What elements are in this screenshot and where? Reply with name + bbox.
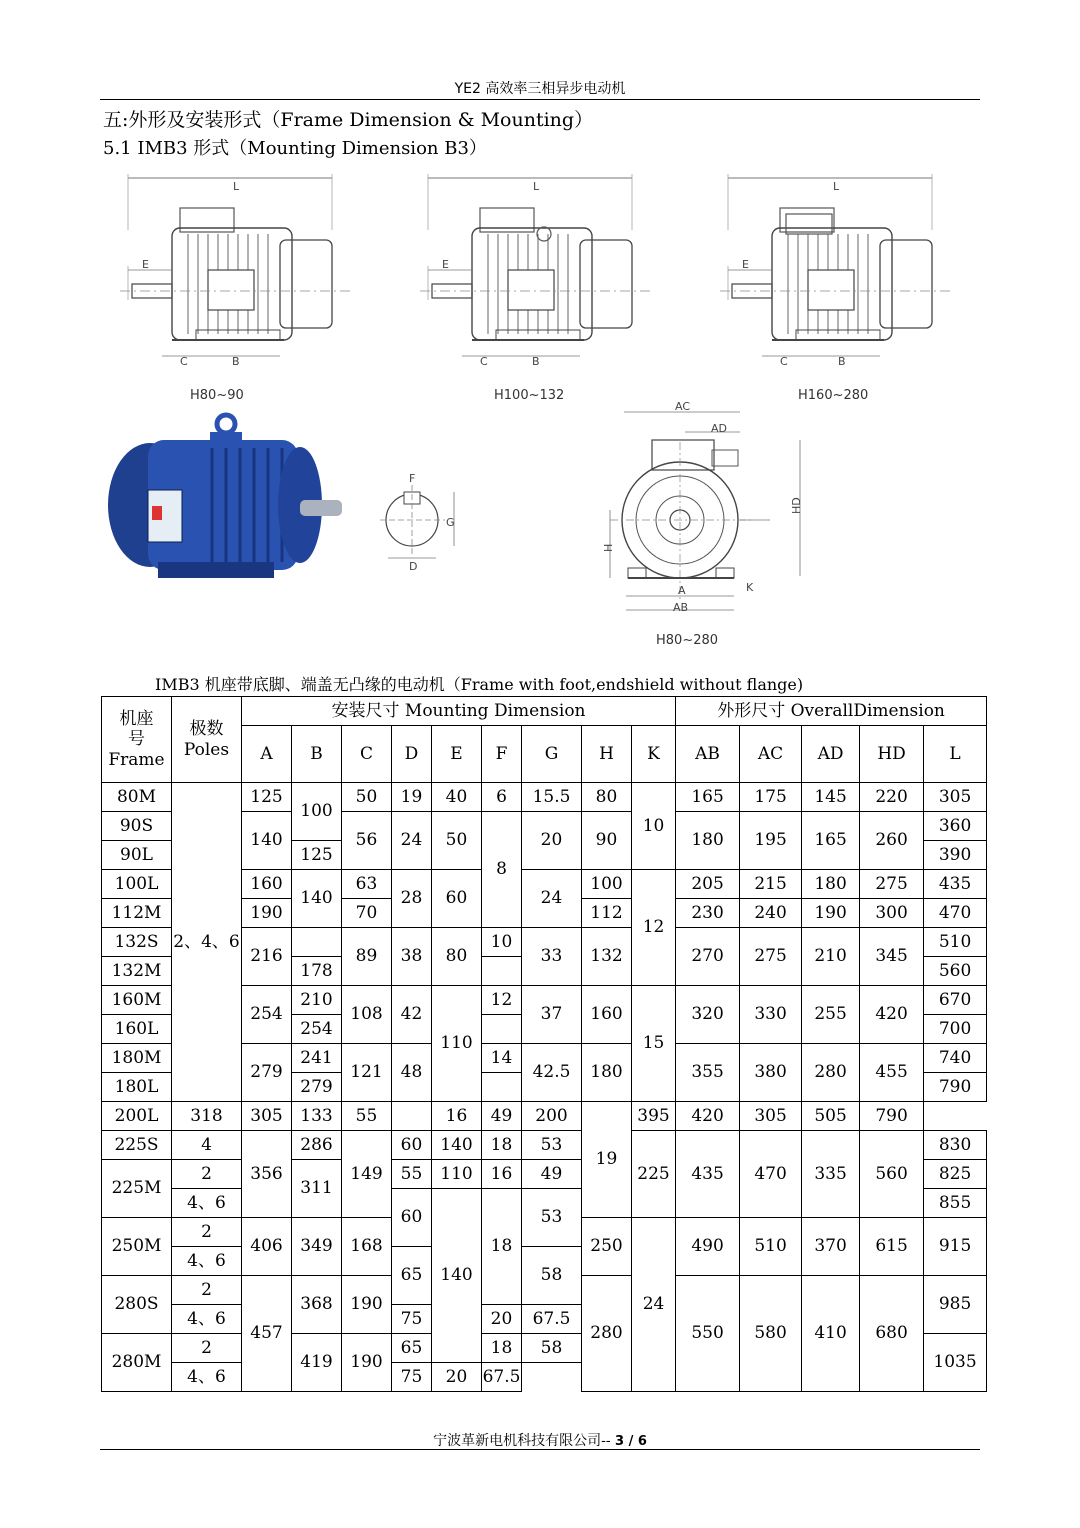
cell-ad: 210 bbox=[802, 928, 860, 986]
cell-h: 225 bbox=[632, 1131, 676, 1218]
cell-g: 24 bbox=[522, 870, 582, 928]
svg-text:E: E bbox=[742, 258, 749, 271]
svg-text:C: C bbox=[780, 355, 788, 368]
shaft-key-section bbox=[380, 472, 455, 573]
cell-b-empty bbox=[292, 928, 342, 957]
svg-text:A: A bbox=[678, 584, 686, 597]
frame-cell: 160L bbox=[102, 1015, 172, 1044]
col-header: HD bbox=[860, 726, 924, 783]
cell-e: 110 bbox=[432, 986, 482, 1102]
svg-text:HD: HD bbox=[790, 497, 803, 514]
col-header: AD bbox=[802, 726, 860, 783]
cell-l: 855 bbox=[924, 1189, 987, 1218]
svg-text:F: F bbox=[409, 472, 416, 485]
cell-hd: 220 bbox=[860, 783, 924, 812]
cell-d: 38 bbox=[392, 928, 432, 986]
frame-cell: 100L bbox=[102, 870, 172, 899]
col-header: AC bbox=[740, 726, 802, 783]
svg-text:E: E bbox=[142, 258, 149, 271]
cell-k: 12 bbox=[632, 870, 676, 986]
col-header: E bbox=[432, 726, 482, 783]
svg-text:C: C bbox=[180, 355, 188, 368]
cell-e-empty bbox=[392, 1102, 432, 1131]
poles-cell: 4、6 bbox=[172, 1305, 242, 1334]
cell-l: 700 bbox=[924, 1015, 987, 1044]
cell-f-empty bbox=[482, 957, 522, 986]
cell-hd: 345 bbox=[860, 928, 924, 986]
cell-h: 100 bbox=[582, 870, 632, 899]
cell-h: 112 bbox=[582, 899, 632, 928]
cell-ad: 190 bbox=[802, 899, 860, 928]
cell-c: 190 bbox=[342, 1276, 392, 1334]
cell-d: 65 bbox=[392, 1334, 432, 1363]
cell-hd: 505 bbox=[802, 1102, 860, 1131]
cell-hd: 560 bbox=[860, 1131, 924, 1218]
cell-a: 457 bbox=[242, 1276, 292, 1392]
cell-c: 190 bbox=[342, 1334, 392, 1392]
cell-f: 18 bbox=[482, 1131, 522, 1160]
caption-h80-280: H80~280 bbox=[656, 633, 719, 648]
caption-h160-280: H160~280 bbox=[798, 388, 869, 403]
cell-ac: 240 bbox=[740, 899, 802, 928]
cell-ab: 320 bbox=[676, 986, 740, 1044]
col-header: B bbox=[292, 726, 342, 783]
cell-g: 15.5 bbox=[522, 783, 582, 812]
document-header-title: YE2 高效率三相异步电动机 bbox=[454, 81, 626, 97]
cell-b: 140 bbox=[292, 870, 342, 928]
page-number: 3 / 6 bbox=[615, 1434, 647, 1449]
frame-cell: 90L bbox=[102, 841, 172, 870]
cell-l: 470 bbox=[924, 899, 987, 928]
cell-ad: 255 bbox=[802, 986, 860, 1044]
cell-l: 305 bbox=[924, 783, 987, 812]
cell-ad: 180 bbox=[802, 870, 860, 899]
cell-a: 279 bbox=[242, 1044, 292, 1102]
cell-e: 50 bbox=[432, 812, 482, 870]
cell-b: 286 bbox=[292, 1131, 342, 1160]
cell-b: 254 bbox=[292, 1015, 342, 1044]
cell-g: 49 bbox=[482, 1102, 522, 1131]
cell-ab: 230 bbox=[676, 899, 740, 928]
cell-g: 20 bbox=[522, 812, 582, 870]
cell-g: 58 bbox=[522, 1247, 582, 1305]
svg-text:L: L bbox=[233, 180, 240, 193]
cell-b: 178 bbox=[292, 957, 342, 986]
cell-d: 65 bbox=[392, 1247, 432, 1305]
footer-rule bbox=[100, 1449, 980, 1450]
cell-f: 8 bbox=[482, 812, 522, 928]
cell-ac: 470 bbox=[740, 1131, 802, 1218]
frame-cell: 200L bbox=[102, 1102, 172, 1131]
cell-l: 670 bbox=[924, 986, 987, 1015]
frame-cell: 225M bbox=[102, 1160, 172, 1218]
cell-b: 125 bbox=[292, 841, 342, 870]
cell-b: 279 bbox=[292, 1073, 342, 1102]
svg-text:AC: AC bbox=[675, 400, 691, 413]
cell-g: 42.5 bbox=[522, 1044, 582, 1102]
cell-k: 24 bbox=[632, 1218, 676, 1392]
cell-d: 55 bbox=[342, 1102, 392, 1131]
cell-ac: 275 bbox=[740, 928, 802, 986]
cell-hd: 420 bbox=[860, 986, 924, 1044]
cell-d: 19 bbox=[392, 783, 432, 812]
cell-hd: 260 bbox=[860, 812, 924, 870]
cell-f: 16 bbox=[432, 1102, 482, 1131]
col-header: D bbox=[392, 726, 432, 783]
cell-ad: 370 bbox=[802, 1218, 860, 1276]
cell-l: 915 bbox=[924, 1218, 987, 1276]
cell-ab: 490 bbox=[676, 1218, 740, 1276]
svg-text:L: L bbox=[833, 180, 840, 193]
frame-cell: 225S bbox=[102, 1131, 172, 1160]
cell-g: 67.5 bbox=[522, 1305, 582, 1334]
cell-hd: 455 bbox=[860, 1044, 924, 1102]
svg-text:AB: AB bbox=[673, 601, 689, 614]
poles-cell: 2 bbox=[172, 1334, 242, 1363]
motor-drawings bbox=[100, 170, 980, 660]
cell-ad: 165 bbox=[802, 812, 860, 870]
cell-ab: 180 bbox=[676, 812, 740, 870]
cell-a: 406 bbox=[242, 1218, 292, 1276]
cell-g: 53 bbox=[522, 1131, 582, 1160]
col-header: L bbox=[924, 726, 987, 783]
cell-l: 560 bbox=[924, 957, 987, 986]
cell-ab: 395 bbox=[632, 1102, 676, 1131]
svg-text:B: B bbox=[838, 355, 846, 368]
frame-cell: 280M bbox=[102, 1334, 172, 1392]
poles-cell: 4、6 bbox=[172, 1189, 242, 1218]
cell-ac: 420 bbox=[676, 1102, 740, 1131]
cell-f: 20 bbox=[482, 1305, 522, 1334]
cell-a: 216 bbox=[242, 928, 292, 986]
cell-e: 60 bbox=[432, 870, 482, 928]
cell-f: 18 bbox=[482, 1189, 522, 1305]
svg-text:G: G bbox=[446, 516, 455, 529]
frame-cell: 90S bbox=[102, 812, 172, 841]
cell-c: 89 bbox=[342, 928, 392, 986]
cell-d: 75 bbox=[392, 1305, 432, 1334]
cell-f: 20 bbox=[432, 1363, 482, 1392]
poles-cell: 2、4、6 bbox=[172, 783, 242, 1102]
cell-f: 6 bbox=[482, 783, 522, 812]
cell-e: 40 bbox=[432, 783, 482, 812]
col-header: F bbox=[482, 726, 522, 783]
cell-d: 75 bbox=[392, 1363, 432, 1392]
overall-dimension-header: 外形尺寸 OverallDimension bbox=[676, 697, 987, 726]
table-caption: IMB3 机座带底脚、端盖无凸缘的电动机（Frame with foot,endshield without flange) bbox=[155, 675, 804, 694]
cell-a: 140 bbox=[242, 812, 292, 870]
cell-c: 63 bbox=[342, 870, 392, 899]
footer bbox=[0, 1430, 1080, 1450]
poles-cell: 2 bbox=[172, 1218, 242, 1247]
cell-f: 18 bbox=[482, 1334, 522, 1363]
cell-f: 12 bbox=[482, 986, 522, 1015]
cell-b: 241 bbox=[292, 1044, 342, 1073]
cell-ac: 330 bbox=[740, 986, 802, 1044]
cell-ab: 165 bbox=[676, 783, 740, 812]
col-header: H bbox=[582, 726, 632, 783]
poles-cell: 2 bbox=[172, 1160, 242, 1189]
svg-text:B: B bbox=[232, 355, 240, 368]
caption-h100-132: H100~132 bbox=[494, 388, 565, 403]
frame-cell: 80M bbox=[102, 783, 172, 812]
cell-g: 33 bbox=[522, 928, 582, 986]
cell-f: 16 bbox=[482, 1160, 522, 1189]
cell-e: 140 bbox=[432, 1131, 482, 1160]
cell-ab: 435 bbox=[676, 1131, 740, 1218]
cell-l: 390 bbox=[924, 841, 987, 870]
cell-ad: 305 bbox=[740, 1102, 802, 1131]
cell-k: 10 bbox=[632, 783, 676, 870]
cell-a: 318 bbox=[172, 1102, 242, 1131]
frame-cell: 280S bbox=[102, 1276, 172, 1334]
cell-d: 60 bbox=[392, 1189, 432, 1247]
frame-cell: 132S bbox=[102, 928, 172, 957]
cell-k: 19 bbox=[582, 1102, 632, 1218]
cell-h: 200 bbox=[522, 1102, 582, 1131]
cell-ad: 145 bbox=[802, 783, 860, 812]
section-subtitle: 5.1 IMB3 形式（Mounting Dimension B3） bbox=[103, 138, 487, 159]
cell-h: 180 bbox=[582, 1044, 632, 1102]
footer-company: 宁波革新电机科技有限公司-- bbox=[433, 1433, 611, 1449]
frame-cell: 160M bbox=[102, 986, 172, 1015]
cell-a: 160 bbox=[242, 870, 292, 899]
cell-ad: 280 bbox=[802, 1044, 860, 1102]
cell-d: 48 bbox=[392, 1044, 432, 1102]
col-header: K bbox=[632, 726, 676, 783]
cell-b: 210 bbox=[292, 986, 342, 1015]
cell-d: 55 bbox=[392, 1160, 432, 1189]
cell-g: 58 bbox=[522, 1334, 582, 1363]
cell-c: 149 bbox=[342, 1131, 392, 1218]
svg-text:AD: AD bbox=[711, 422, 727, 435]
cell-l: 985 bbox=[924, 1276, 987, 1334]
dimension-table bbox=[101, 696, 987, 1392]
svg-text:D: D bbox=[409, 560, 418, 573]
cell-ab: 205 bbox=[676, 870, 740, 899]
cell-k: 15 bbox=[632, 986, 676, 1102]
poles-cell: 4、6 bbox=[172, 1247, 242, 1276]
cell-hd: 615 bbox=[860, 1218, 924, 1276]
cell-a: 125 bbox=[242, 783, 292, 812]
cell-ac: 215 bbox=[740, 870, 802, 899]
col-header: A bbox=[242, 726, 292, 783]
cell-hd: 300 bbox=[860, 899, 924, 928]
cell-b: 419 bbox=[292, 1334, 342, 1392]
svg-text:C: C bbox=[480, 355, 488, 368]
cell-g: 53 bbox=[522, 1189, 582, 1247]
svg-text:K: K bbox=[746, 581, 754, 594]
cell-f: 14 bbox=[482, 1044, 522, 1073]
cell-ac: 175 bbox=[740, 783, 802, 812]
cell-c: 56 bbox=[342, 812, 392, 870]
cell-ac: 580 bbox=[740, 1276, 802, 1392]
cell-c: 168 bbox=[342, 1218, 392, 1276]
frame-cell: 132M bbox=[102, 957, 172, 986]
cell-ac: 195 bbox=[740, 812, 802, 870]
cell-ad: 335 bbox=[802, 1131, 860, 1218]
frame-cell: 112M bbox=[102, 899, 172, 928]
cell-l: 740 bbox=[924, 1044, 987, 1073]
cell-h: 280 bbox=[582, 1276, 632, 1392]
cell-l: 510 bbox=[924, 928, 987, 957]
cell-l: 830 bbox=[924, 1131, 987, 1160]
cell-d: 42 bbox=[392, 986, 432, 1044]
cell-d: 24 bbox=[392, 812, 432, 870]
cell-c: 70 bbox=[342, 899, 392, 928]
frame-cell: 180M bbox=[102, 1044, 172, 1073]
cell-hd: 680 bbox=[860, 1276, 924, 1392]
cell-l: 435 bbox=[924, 870, 987, 899]
cell-hd: 275 bbox=[860, 870, 924, 899]
cell-d: 28 bbox=[392, 870, 432, 928]
svg-text:L: L bbox=[533, 180, 540, 193]
cell-b: 305 bbox=[242, 1102, 292, 1131]
cell-b: 100 bbox=[292, 783, 342, 841]
cell-l: 360 bbox=[924, 812, 987, 841]
poles-cell: 4 bbox=[172, 1131, 242, 1160]
end-view-drawing bbox=[602, 400, 803, 648]
cell-f-empty bbox=[482, 1015, 522, 1044]
header-rule bbox=[100, 99, 980, 100]
cell-l: 825 bbox=[924, 1160, 987, 1189]
cell-g: 49 bbox=[522, 1160, 582, 1189]
cell-e: 80 bbox=[432, 928, 482, 986]
cell-ab: 355 bbox=[676, 1044, 740, 1102]
cell-e: 110 bbox=[432, 1160, 482, 1189]
cell-h: 160 bbox=[582, 986, 632, 1044]
svg-text:H: H bbox=[602, 543, 615, 552]
cell-l: 790 bbox=[860, 1102, 924, 1131]
cell-g: 67.5 bbox=[482, 1363, 522, 1392]
cell-f: 10 bbox=[482, 928, 522, 957]
col-header: AB bbox=[676, 726, 740, 783]
cell-ab: 550 bbox=[676, 1276, 740, 1392]
cell-h: 250 bbox=[582, 1218, 632, 1276]
cell-c: 121 bbox=[342, 1044, 392, 1102]
cell-h: 132 bbox=[582, 928, 632, 986]
cell-e: 140 bbox=[432, 1189, 482, 1363]
section-title: 五:外形及安装形式（Frame Dimension & Mounting） bbox=[103, 109, 594, 131]
mounting-dimension-header: 安装尺寸 Mounting Dimension bbox=[242, 697, 676, 726]
svg-text:E: E bbox=[442, 258, 449, 271]
cell-c: 133 bbox=[292, 1102, 342, 1131]
cell-f-empty bbox=[482, 1073, 522, 1102]
cell-d: 60 bbox=[392, 1131, 432, 1160]
frame-cell: 180L bbox=[102, 1073, 172, 1102]
col-header: C bbox=[342, 726, 392, 783]
cell-a: 190 bbox=[242, 899, 292, 928]
svg-text:B: B bbox=[532, 355, 540, 368]
cell-a: 356 bbox=[242, 1131, 292, 1218]
cell-b: 349 bbox=[292, 1218, 342, 1276]
frame-header: 机座 号 Frame bbox=[102, 697, 172, 783]
col-header: G bbox=[522, 726, 582, 783]
poles-cell: 4、6 bbox=[172, 1363, 242, 1392]
poles-cell: 2 bbox=[172, 1276, 242, 1305]
cell-a: 254 bbox=[242, 986, 292, 1044]
poles-header: 极数 Poles bbox=[172, 697, 242, 783]
cell-c: 50 bbox=[342, 783, 392, 812]
cell-c: 108 bbox=[342, 986, 392, 1044]
cell-b: 368 bbox=[292, 1276, 342, 1334]
cell-h: 80 bbox=[582, 783, 632, 812]
cell-ab: 270 bbox=[676, 928, 740, 986]
cell-l: 790 bbox=[924, 1073, 987, 1102]
cell-ac: 510 bbox=[740, 1218, 802, 1276]
caption-h80-90: H80~90 bbox=[190, 388, 244, 403]
cell-h: 90 bbox=[582, 812, 632, 870]
cell-l: 1035 bbox=[924, 1334, 987, 1392]
frame-cell: 250M bbox=[102, 1218, 172, 1276]
cell-g: 37 bbox=[522, 986, 582, 1044]
motor-photo bbox=[108, 415, 342, 578]
cell-ad: 410 bbox=[802, 1276, 860, 1392]
cell-b: 311 bbox=[292, 1160, 342, 1218]
cell-ac: 380 bbox=[740, 1044, 802, 1102]
